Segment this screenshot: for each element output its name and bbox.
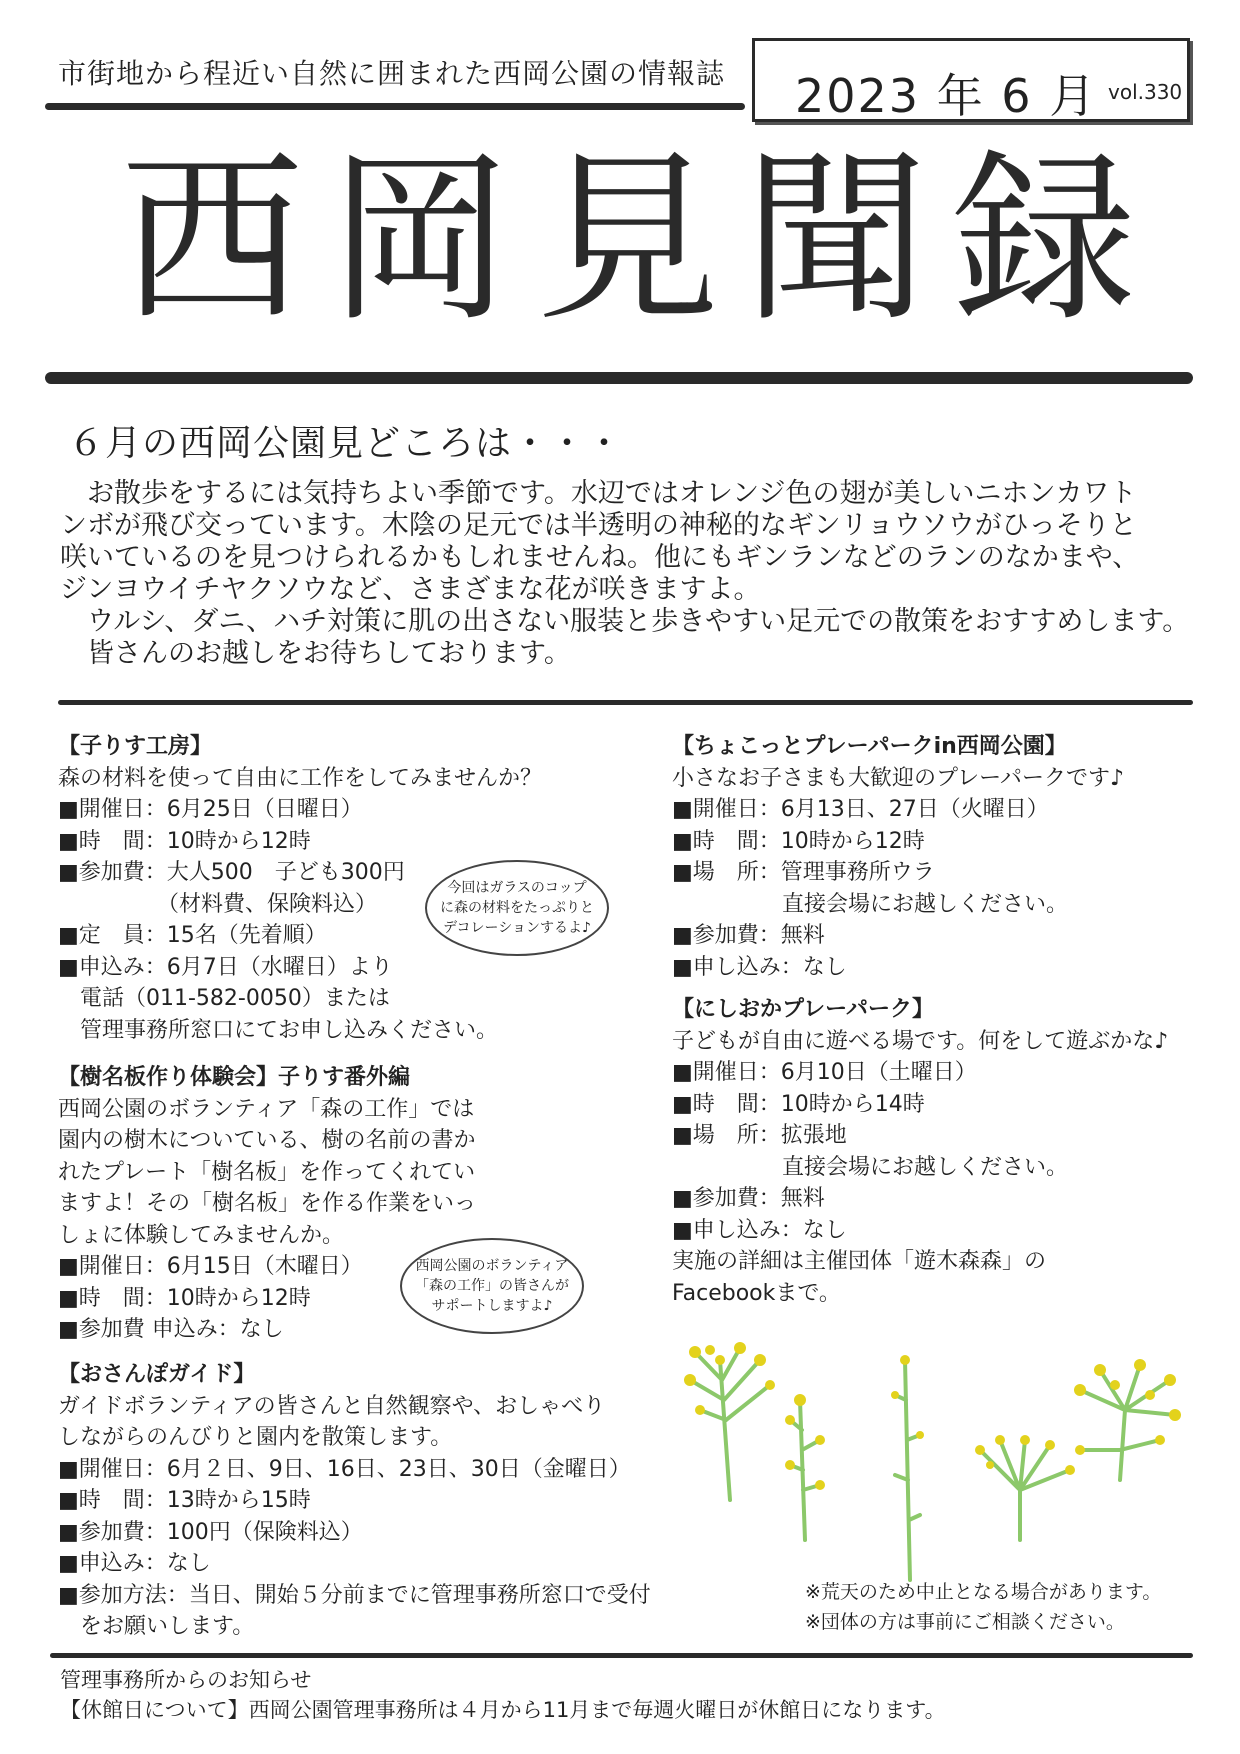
section-line: ■参加費：無料 — [672, 923, 825, 948]
section-line: ■申込み：6月7日（水曜日）より — [58, 954, 393, 980]
section-line: 西岡公園のボランティア「森の工作」では — [58, 1096, 475, 1122]
intro-line: 咲いているのを見つけられるかもしれませんね。他にもギンランなどのランのなかまや、 — [60, 542, 1140, 573]
intro-heading: ６月の西岡公園見どころは・・・ — [68, 423, 624, 464]
section-line: ■開催日：6月２日、9日、16日、23日、30日（金曜日） — [58, 1456, 631, 1482]
intro-line: ウルシ、ダニ、ハチ対策に肌の出さない服装と歩きやすい足元での散策をおすすめします。 — [60, 606, 1190, 637]
section-line: ■参加方法：当日、開始５分前までに管理事務所窓口で受付 — [58, 1582, 651, 1608]
footer — [60, 1665, 946, 1725]
intro-line: 皆さんのお越しをお待ちしております。 — [60, 638, 571, 669]
section-line: ■時 間：10時から12時 — [672, 828, 925, 854]
note-line: ※荒天のため中止となる場合があります。 — [805, 1581, 1162, 1603]
flower-illustration — [680, 1340, 1200, 1590]
section-line: Facebookまで。 — [672, 1280, 841, 1306]
newsletter-title: 西岡見聞録 — [120, 133, 1161, 347]
intro-line: お散歩をするには気持ちよい季節です。水辺ではオレンジ色の翅が美しいニホンカワト — [60, 478, 1137, 509]
section-title: 【子りす工房】 — [58, 734, 213, 759]
section-line: 直接会場にお越しください。 — [672, 891, 1069, 917]
footer-notice: 【休館日について】西岡公園管理事務所は４月から11月まで毎週火曜日が休館日になります。 — [60, 1698, 946, 1722]
volume-number: vol.330 — [1108, 80, 1183, 104]
tagline: 市街地から程近い自然に囲まれた西岡公園の情報誌 — [58, 57, 726, 90]
section-line: ■参加費：無料 — [672, 1186, 825, 1211]
section-line: ■時 間：10時から14時 — [672, 1091, 925, 1117]
intro-text — [60, 478, 1190, 670]
note-line: ※団体の方は事前にご相談ください。 — [805, 1611, 1125, 1633]
intro-brush-line — [58, 700, 1193, 705]
intro-line: ンボが飛び交っています。木陰の足元では半透明の神秘的なギンリョウソウがひっそりと — [60, 510, 1137, 541]
section-title: 【おさんぽガイド】 — [58, 1362, 256, 1387]
section-line: ■開催日：6月13日、27日（火曜日） — [672, 797, 1049, 822]
section-line: れたプレート「樹名板」を作ってくれてい — [58, 1159, 476, 1185]
section-line: ■場 所：拡張地 — [672, 1123, 847, 1148]
section-line: 森の材料を使って自由に工作をしてみませんか？ — [58, 765, 543, 791]
section-line: ■参加費：100円（保険料込） — [58, 1519, 363, 1545]
issue-date: 2023 年 6 月 — [795, 69, 1098, 123]
section-line: しながらのんびりと園内を散策します。 — [58, 1425, 453, 1450]
nishioka-section — [672, 994, 1168, 1309]
section-line: 電話（011-582-0050）または — [58, 986, 390, 1011]
title-brush-line — [45, 372, 1193, 384]
section-line: ■申込み：なし — [58, 1551, 211, 1576]
section-line: ■開催日：6月15日（木曜日） — [58, 1254, 363, 1279]
section-line: ■開催日：6月25日（日曜日） — [58, 797, 363, 822]
section-line: ■時 間：10時から12時 — [58, 828, 311, 854]
footer-label: 管理事務所からのお知らせ — [60, 1668, 312, 1692]
section-line: ■時 間：13時から15時 — [58, 1488, 311, 1513]
section-line: 管理事務所窓口にてお申し込みください。 — [58, 1017, 499, 1043]
section-line: ■開催日：6月10日（土曜日） — [672, 1060, 977, 1085]
bubble-text: 今回はガラスのコップ に森の材料をたっぷりと デコレーションするよ♪ — [440, 880, 594, 936]
choko-section — [672, 731, 1124, 983]
section-title: 【にしおかプレーパーク】 — [672, 997, 935, 1022]
section-line: ■申し込み：なし — [672, 1217, 847, 1243]
section-line: 実施の詳細は主催団体「遊木森森」の — [672, 1249, 1047, 1274]
section-line: 直接会場にお越しください。 — [672, 1154, 1069, 1180]
section-line: 小さなお子さまも大歓迎のプレーパークです♪ — [672, 765, 1125, 791]
bubble-text: 西岡公園のボランティア 「森の工作」の皆さんが サポートしますよ♪ — [415, 1258, 569, 1314]
section-title: 【ちょこっとプレーパークin西岡公園】 — [672, 734, 1067, 759]
section-line: ■定 員：15名（先着順） — [58, 923, 327, 948]
speech-bubble — [400, 1238, 584, 1334]
section-title: 【樹名板作り体験会】子りす番外編 — [58, 1065, 411, 1090]
speech-bubble — [425, 860, 609, 956]
section-line: をお願いします。 — [58, 1614, 255, 1639]
section-line: ■時 間：10時から12時 — [58, 1285, 311, 1311]
section-line: ■参加費 申込み：なし — [58, 1317, 284, 1342]
section-line: ■参加費：大人500 子ども300円 — [58, 860, 405, 885]
header-brush-line — [45, 103, 745, 110]
section-line: ガイドボランティアの皆さんと自然観察や、おしゃべり — [58, 1393, 606, 1419]
section-line: ■申し込み：なし — [672, 954, 847, 980]
section-line: ますよ！その「樹名板」を作る作業をいっ — [58, 1191, 477, 1216]
intro-line: ジンヨウイチヤクソウなど、さまざまな花が咲きますよ。 — [60, 574, 761, 605]
section-line: しょに体験してみませんか。 — [58, 1222, 345, 1248]
section-line: 子どもが自由に遊べる場です。何をして遊ぶかな♪ — [672, 1028, 1169, 1054]
section-line: ■場 所：管理事務所ウラ — [672, 860, 935, 885]
section-line: 園内の樹木についている、樹の名前の書か — [58, 1128, 476, 1153]
footer-brush-line — [50, 1653, 1193, 1658]
sanpo-section — [58, 1359, 651, 1643]
section-line: （材料費、保険料込） — [58, 891, 378, 917]
notes — [805, 1577, 1161, 1637]
